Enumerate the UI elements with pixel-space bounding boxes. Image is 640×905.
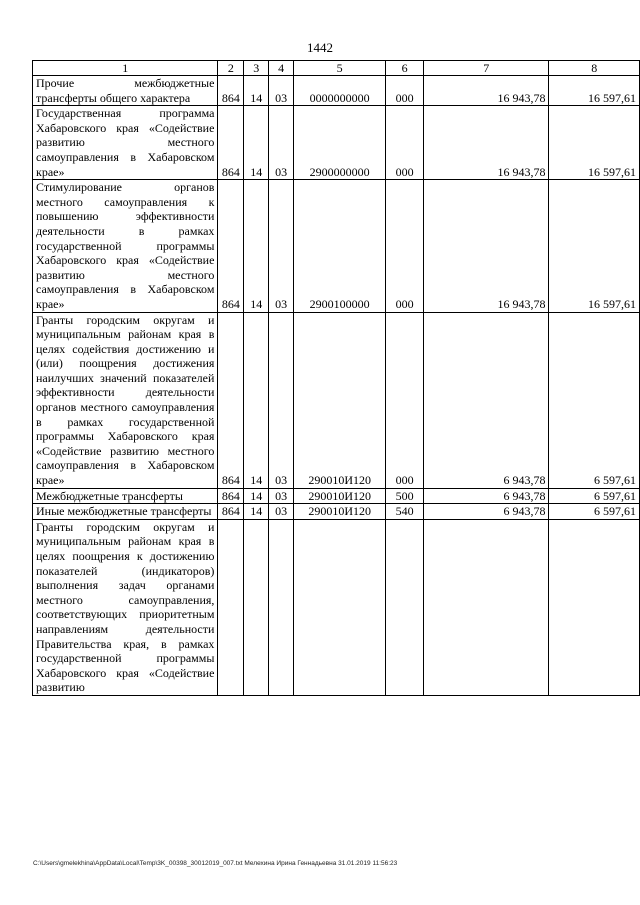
admin-code: 864 [218, 76, 244, 106]
section-code: 14 [244, 106, 269, 180]
amount-col8: 6 597,61 [549, 488, 640, 504]
subsection-code: 03 [269, 180, 294, 312]
expense-type [386, 519, 424, 695]
expense-type: 000 [386, 76, 424, 106]
amount-col8: 16 597,61 [549, 106, 640, 180]
amount-col7: 16 943,78 [423, 106, 548, 180]
section-code [244, 519, 269, 695]
table-row [33, 180, 640, 312]
header-cell: 6 [386, 61, 424, 76]
amount-col8: 6 597,61 [549, 312, 640, 488]
table-row [33, 312, 640, 488]
header-cell: 4 [269, 61, 294, 76]
table-row [33, 488, 640, 504]
section-code: 14 [244, 312, 269, 488]
subsection-code: 03 [269, 312, 294, 488]
item-name: Стимулирование органов местного самоуправления к повышению эффективности деятельности в рамках государственной программы Хабаровского края «Содействие развитию местного самоуправления в Хабаровском крае» [33, 180, 218, 312]
header-cell: 3 [244, 61, 269, 76]
admin-code: 864 [218, 180, 244, 312]
admin-code: 864 [218, 312, 244, 488]
expense-type: 500 [386, 488, 424, 504]
target-article: 2900100000 [294, 180, 386, 312]
expense-type: 000 [386, 180, 424, 312]
target-article: 2900000000 [294, 106, 386, 180]
admin-code: 864 [218, 488, 244, 504]
subsection-code: 03 [269, 488, 294, 504]
budget-table [32, 60, 640, 696]
file-path-footer: C:\Users\gmelekhina\AppData\Local\Temp\3K_00398_30012019_007.txt Мелехина Ирина Геннадьевна 31.01.2019 11:56:23 [33, 860, 398, 867]
amount-col7 [423, 519, 548, 695]
expense-type: 540 [386, 504, 424, 520]
target-article: 290010И120 [294, 488, 386, 504]
subsection-code: 03 [269, 106, 294, 180]
header-cell: 5 [294, 61, 386, 76]
table-row [33, 504, 640, 520]
target-article: 0000000000 [294, 76, 386, 106]
item-name: Гранты городским округам и муниципальным районам края в целях поощрения к достижению показателей (индикаторов) выполнения задач органами местного самоуправления, соответствующих приоритетным направлениям деятельности Правительства края, в рамках государственной программы Хабаровского края «Содействие развитию [33, 519, 218, 695]
admin-code: 864 [218, 504, 244, 520]
subsection-code: 03 [269, 76, 294, 106]
header-cell: 8 [549, 61, 640, 76]
header-cell: 7 [423, 61, 548, 76]
section-code: 14 [244, 76, 269, 106]
header-row [33, 61, 640, 76]
amount-col7: 6 943,78 [423, 312, 548, 488]
expense-type: 000 [386, 312, 424, 488]
amount-col7: 6 943,78 [423, 504, 548, 520]
table-row [33, 106, 640, 180]
table-row [33, 76, 640, 106]
expense-type: 000 [386, 106, 424, 180]
amount-col8: 16 597,61 [549, 180, 640, 312]
target-article [294, 519, 386, 695]
page-number: 1442 [307, 40, 333, 55]
amount-col8 [549, 519, 640, 695]
amount-col8: 6 597,61 [549, 504, 640, 520]
subsection-code: 03 [269, 504, 294, 520]
header-cell: 2 [218, 61, 244, 76]
table-row [33, 519, 640, 695]
target-article: 290010И120 [294, 504, 386, 520]
item-name: Межбюджетные трансферты [33, 488, 218, 504]
item-name: Прочие межбюджетные трансферты общего характера [33, 76, 218, 106]
amount-col7: 6 943,78 [423, 488, 548, 504]
admin-code: 864 [218, 106, 244, 180]
section-code: 14 [244, 180, 269, 312]
target-article: 290010И120 [294, 312, 386, 488]
item-name: Иные межбюджетные трансферты [33, 504, 218, 520]
section-code: 14 [244, 488, 269, 504]
item-name: Гранты городским округам и муниципальным районам края в целях содействия достижению и (или) поощрения достижения наилучших значений показателей эффективности деятельности органов местного самоуправления в рамках государственной программы Хабаровского края «Содействие развитию местного самоуправления в Хабаровском крае» [33, 312, 218, 488]
amount-col8: 16 597,61 [549, 76, 640, 106]
amount-col7: 16 943,78 [423, 76, 548, 106]
amount-col7: 16 943,78 [423, 180, 548, 312]
item-name: Государственная программа Хабаровского края «Содействие развитию местного самоуправления в Хабаровском крае» [33, 106, 218, 180]
header-cell: 1 [33, 61, 218, 76]
admin-code [218, 519, 244, 695]
section-code: 14 [244, 504, 269, 520]
subsection-code [269, 519, 294, 695]
